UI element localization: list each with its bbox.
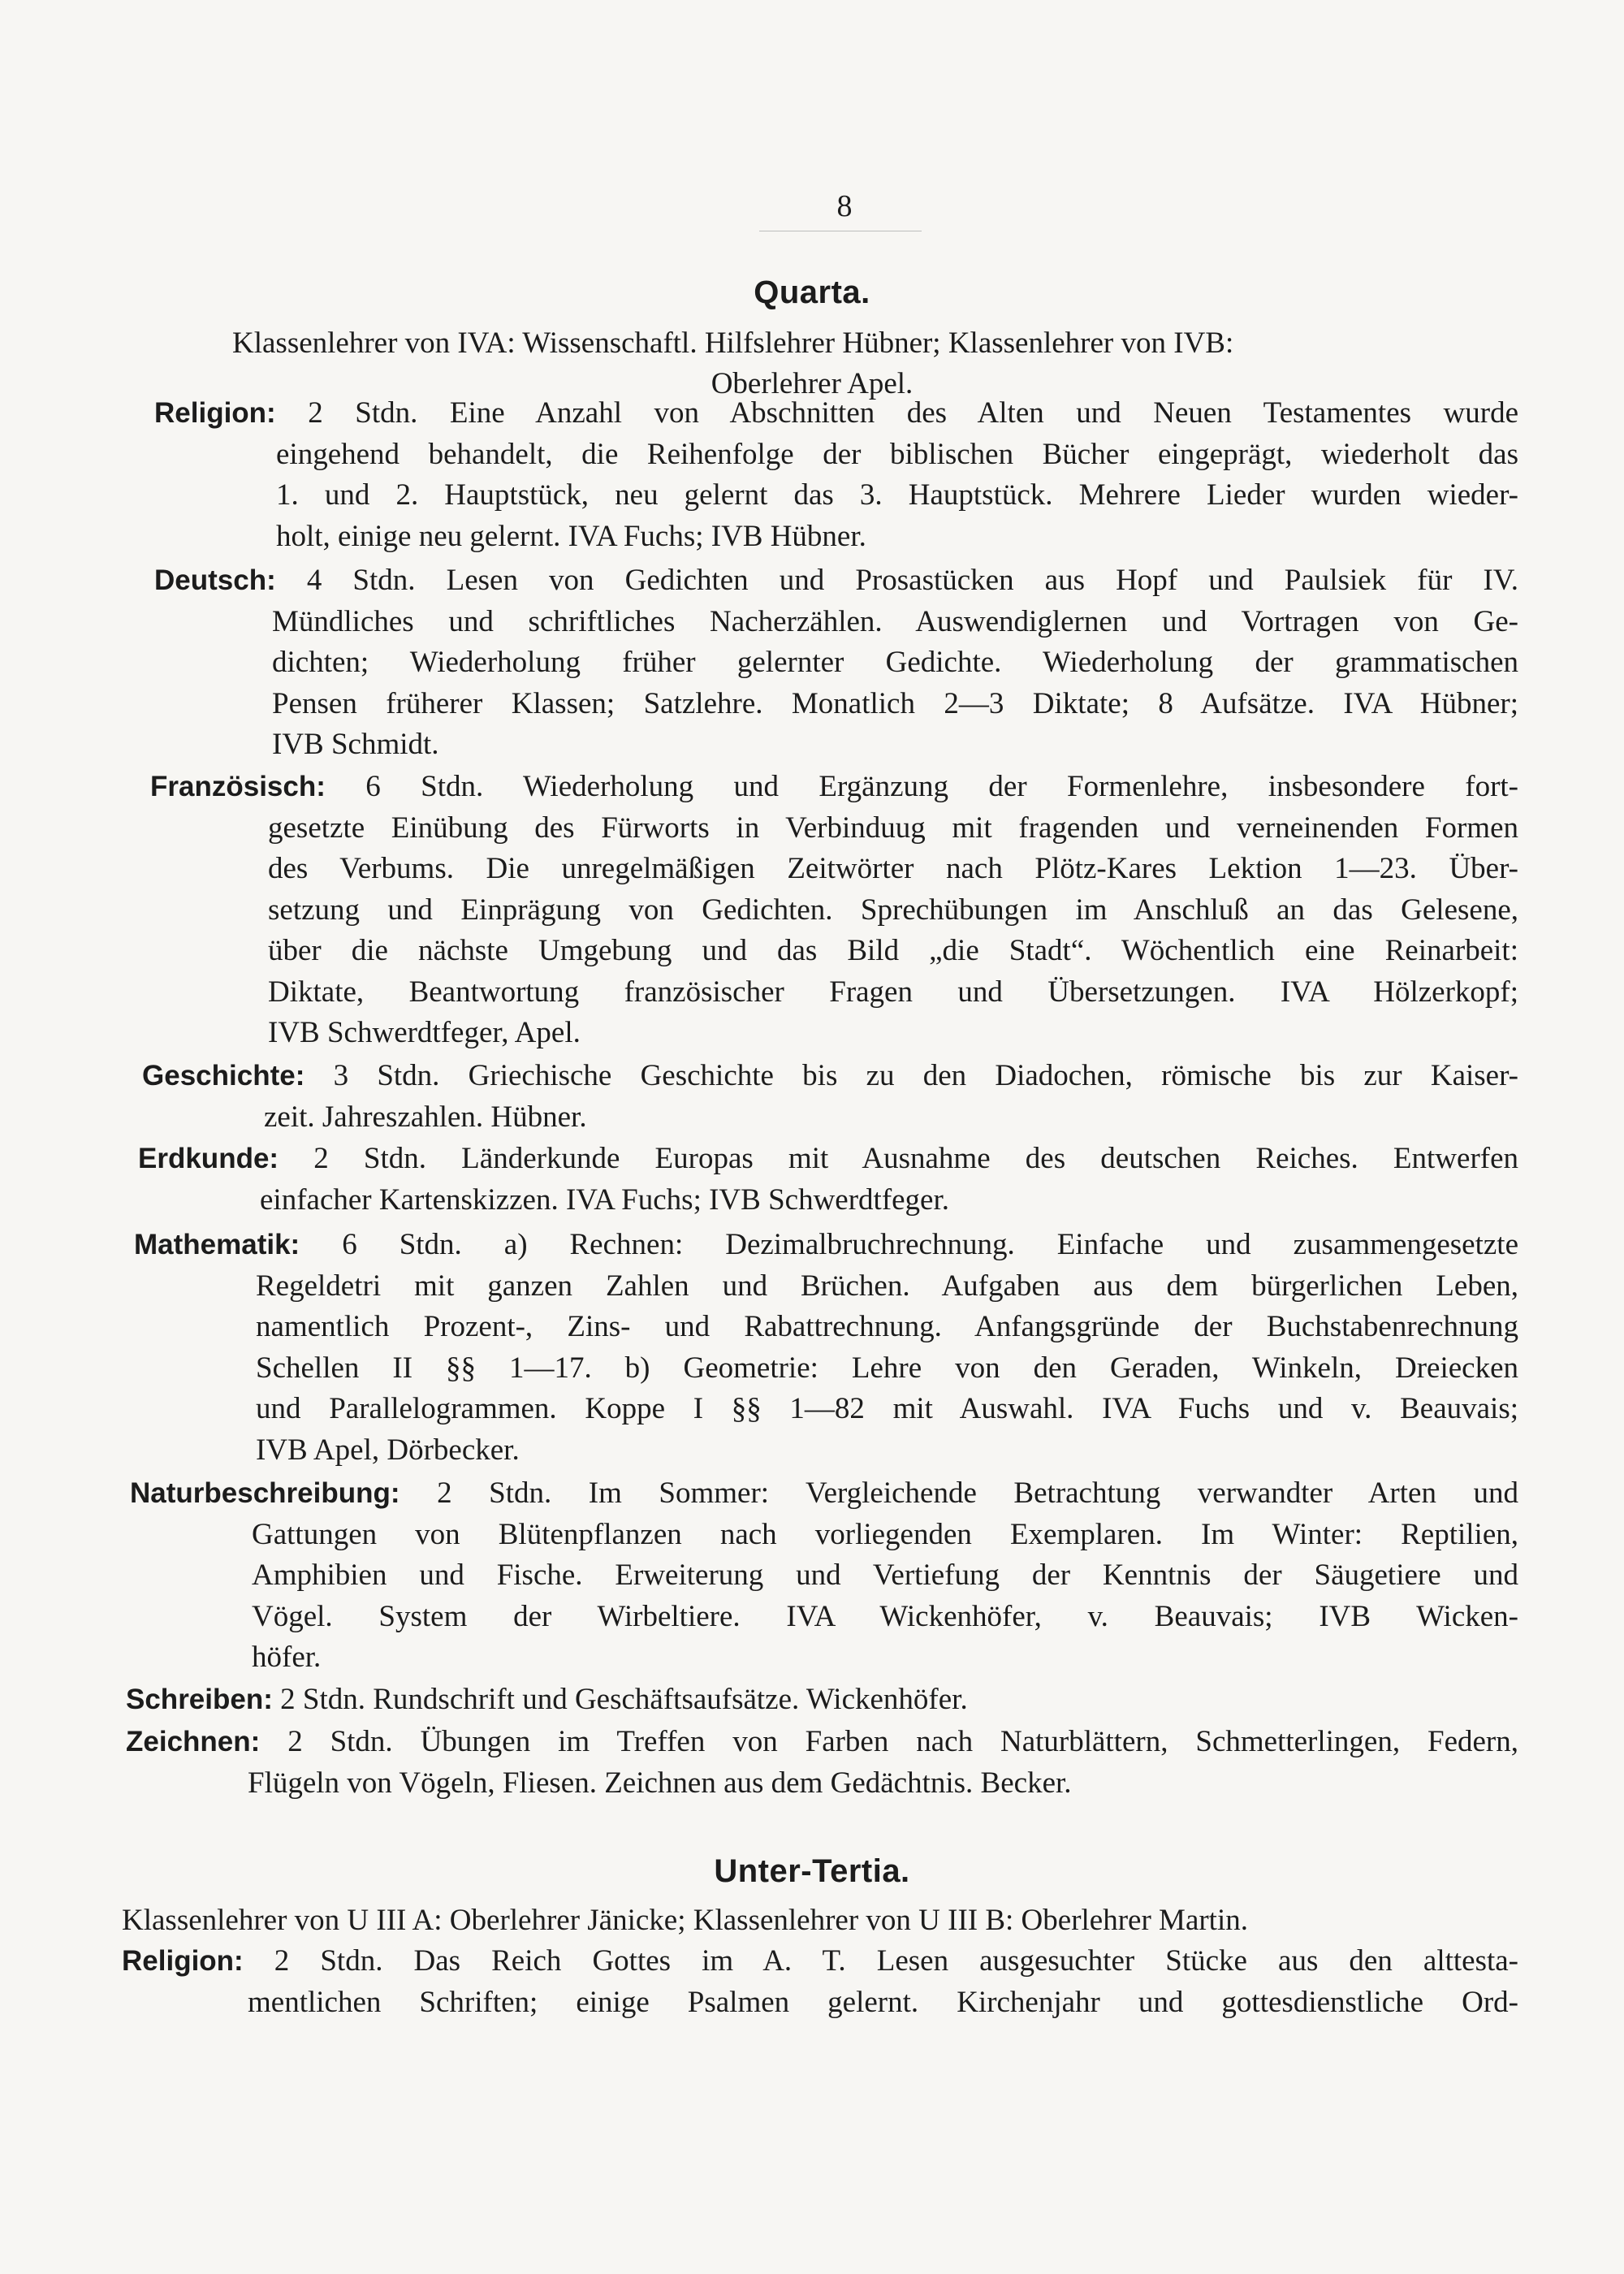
- subject-line: mentlichen Schriften; einige Psalmen gelernt. Kirchenjahr und gottesdienstliche Ord-: [248, 1985, 1518, 2019]
- subject-line: IVB Schwerdtfeger, Apel.: [268, 1016, 581, 1049]
- subject-line: zeit. Jahreszahlen. Hübner.: [264, 1100, 587, 1134]
- subject-line: eingehend behandelt, die Reihenfolge der biblischen Bücher eingeprägt, wiederholt das: [276, 437, 1518, 471]
- subject-line: des Verbums. Die unregelmäßigen Zeitwörter nach Plötz-Kares Lektion 1—23. Über-: [268, 852, 1518, 885]
- subject-heading: Naturbeschreibung:: [130, 1477, 400, 1509]
- subject-line: namentlich Prozent-, Zins- und Rabattrechnung. Anfangsgründe der Buchstabenrechnung: [256, 1310, 1518, 1343]
- subject-line: 3 Stdn. Griechische Geschichte bis zu den Diadochen, römische bis zur Kaiser-: [333, 1059, 1518, 1092]
- subject-deutsch: [122, 560, 1518, 766]
- subject-line: 2 Stdn. Länderkunde Europas mit Ausnahme des deutschen Reiches. Entwerfen: [313, 1142, 1519, 1175]
- subject-religion: [122, 393, 1518, 557]
- subject-geschichte: [122, 1056, 1518, 1138]
- subject-line: Gattungen von Blütenpflanzen nach vorliegenden Exemplaren. Im Winter: Reptilien,: [252, 1517, 1518, 1551]
- page-number: 8: [836, 189, 853, 223]
- subject-line: Vögel. System der Wirbeltiere. IVA Wickenhöfer, v. Beauvais; IVB Wicken-: [252, 1599, 1518, 1633]
- subject-mathematik: [122, 1225, 1518, 1471]
- subject-line: dichten; Wiederholung früher gelernter Gedichte. Wiederholung der grammatischen: [272, 646, 1518, 679]
- quarta-teachers-line1: Klassenlehrer von IVA: Wissenschaftl. Hilfslehrer Hübner; Klassenlehrer von IVB:: [232, 326, 1234, 360]
- subject-line: Pensen früherer Klassen; Satzlehre. Monatlich 2—3 Diktate; 8 Aufsätze. IVA Hübner;: [272, 686, 1518, 720]
- subject-line: Schellen II §§ 1—17. b) Geometrie: Lehre von den Geraden, Winkeln, Dreiecken: [256, 1351, 1518, 1385]
- subject-line: 4 Stdn. Lesen von Gedichten und Prosastücken aus Hopf und Paulsiek für IV.: [306, 564, 1519, 597]
- subject-line: 2 Stdn. Übungen im Treffen von Farben nach Naturblättern, Schmetterlingen, Federn,: [287, 1725, 1518, 1758]
- subject-naturbeschreibung: [122, 1473, 1518, 1679]
- subject-line: 6 Stdn. Wiederholung und Ergänzung der Formenlehre, insbesondere fort-: [365, 770, 1519, 803]
- section-title-quarta: Quarta.: [754, 275, 870, 310]
- subject-line: Mündliches und schriftliches Nacherzählen. Auswendiglernen und Vortragen von Ge-: [272, 604, 1518, 638]
- subject-line: Flügeln von Vögeln, Fliesen. Zeichnen aus dem Gedächtnis. Becker.: [248, 1766, 1072, 1800]
- subject-heading: Religion:: [154, 397, 276, 429]
- subject-heading: Schreiben:: [126, 1684, 273, 1715]
- subject-line: Amphibien und Fische. Erweiterung und Vertiefung der Kenntnis der Säugetiere und: [252, 1559, 1518, 1592]
- subject-line: 2 Stdn. Rundschrift und Geschäftsaufsätze. Wickenhöfer.: [280, 1683, 968, 1716]
- subject-heading: Geschichte:: [142, 1060, 305, 1092]
- subject-line: setzung und Einprägung von Gedichten. Sprechübungen im Anschluß an das Gelesene,: [268, 893, 1518, 927]
- subject-line: 2 Stdn. Eine Anzahl von Abschnitten des Alten und Neuen Testamentes wurde: [308, 396, 1518, 430]
- subject-line: holt, einige neu gelernt. IVA Fuchs; IVB Hübner.: [276, 519, 866, 553]
- subject-line: höfer.: [252, 1641, 322, 1674]
- subject-heading: Religion:: [122, 1945, 244, 1977]
- untertertia-teachers-line: Klassenlehrer von U III A: Oberlehrer Jänicke; Klassenlehrer von U III B: Oberlehrer Martin.: [122, 1904, 1248, 1937]
- subject-zeichnen: [122, 1722, 1518, 1804]
- subject-religion-untertertia: [122, 1941, 1518, 2023]
- subject-line: 6 Stdn. a) Rechnen: Dezimalbruchrechnung. Einfache und zusammengesetzte: [342, 1228, 1518, 1261]
- subject-line: IVB Apel, Dörbecker.: [256, 1433, 520, 1467]
- subject-line: einfacher Kartenskizzen. IVA Fuchs; IVB Schwerdtfeger.: [260, 1182, 950, 1217]
- subject-line: Regeldetri mit ganzen Zahlen und Brüchen. Aufgaben aus dem bürgerlichen Leben,: [256, 1269, 1518, 1303]
- subject-line: IVB Schmidt.: [272, 728, 439, 761]
- subject-heading: Deutsch:: [154, 564, 276, 596]
- subject-line: über die nächste Umgebung und das Bild „die Stadt“. Wöchentlich eine Reinarbeit:: [268, 934, 1518, 967]
- subject-line: 1. und 2. Hauptstück, neu gelernt das 3. Hauptstück. Mehrere Lieder wurden wieder-: [276, 478, 1518, 512]
- section-title-untertertia: Unter-Tertia.: [714, 1853, 910, 1889]
- subject-line: 2 Stdn. Das Reich Gottes im A. T. Lesen ausgesuchter Stücke aus den alttesta-: [274, 1944, 1518, 1978]
- subject-line: 2 Stdn. Im Sommer: Vergleichende Betrachtung verwandter Arten und: [437, 1476, 1518, 1510]
- subject-line: und Parallelogrammen. Koppe I §§ 1—82 mit Auswahl. IVA Fuchs und v. Beauvais;: [256, 1392, 1518, 1425]
- subject-heading: Erdkunde:: [138, 1143, 279, 1174]
- subject-heading: Mathematik:: [134, 1229, 300, 1260]
- subject-schreiben: [122, 1680, 1518, 1721]
- subject-erdkunde: [122, 1139, 1518, 1221]
- subject-franzoesisch: [122, 767, 1518, 1054]
- subject-heading: Zeichnen:: [126, 1726, 261, 1757]
- subject-heading: Französisch:: [150, 771, 326, 802]
- subject-line: Diktate, Beantwortung französischer Fragen und Übersetzungen. IVA Hölzerkopf;: [268, 975, 1518, 1009]
- subject-line: gesetzte Einübung des Fürworts in Verbinduug mit fragenden und verneinenden Formen: [268, 811, 1518, 845]
- quarta-teachers-line2: Oberlehrer Apel.: [710, 367, 914, 400]
